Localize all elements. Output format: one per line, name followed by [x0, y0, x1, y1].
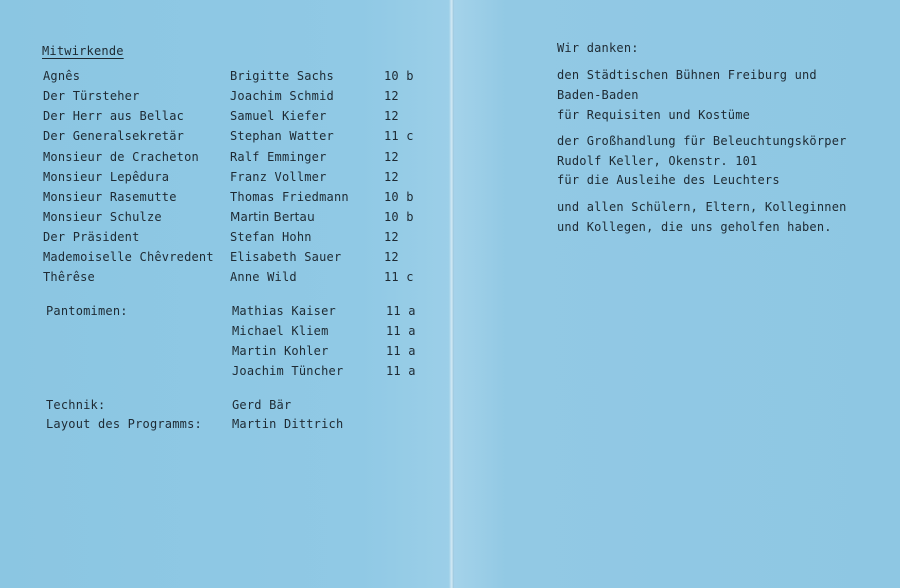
thanks-heading: Wir danken: — [557, 41, 639, 55]
cast-role: Monsieur Rasemutte — [43, 190, 177, 204]
thanks-line: für Requisiten und Kostüme — [557, 108, 751, 122]
pantomime-class: 11 a — [386, 344, 416, 358]
cast-name: Elisabeth Sauer — [230, 250, 342, 264]
pantomime-name: Michael Kliem — [232, 324, 329, 338]
pantomime-name: Mathias Kaiser — [232, 304, 336, 318]
cast-class: 12 — [384, 170, 399, 184]
cast-role: Monsieur Lepêdura — [43, 170, 170, 184]
thanks-line: und Kollegen, die uns geholfen haben. — [557, 220, 832, 234]
right-page — [452, 0, 900, 588]
cast-class: 12 — [384, 89, 399, 103]
cast-class: 10 b — [384, 210, 414, 224]
cast-role: Mademoiselle Chêvredent — [43, 250, 214, 264]
cast-class: 12 — [384, 230, 399, 244]
thanks-line: für die Ausleihe des Leuchters — [557, 173, 780, 187]
cast-role: Monsieur Schulze — [43, 210, 162, 224]
credit-name: Martin Dittrich — [232, 417, 344, 431]
cast-role: Thêrêse — [43, 270, 95, 284]
credit-label: Layout des Programms: — [46, 417, 202, 431]
cast-name: Joachim Schmid — [230, 89, 334, 103]
pantomimen-label: Pantomimen: — [46, 304, 128, 318]
thanks-line: und allen Schülern, Eltern, Kolleginnen — [557, 200, 847, 214]
cast-name: Martin Bertau — [230, 210, 315, 224]
cast-role: Der Türsteher — [43, 89, 140, 103]
cast-class: 11 c — [384, 129, 414, 143]
pantomime-class: 11 a — [386, 304, 416, 318]
cast-name: Samuel Kiefer — [230, 109, 327, 123]
cast-name: Franz Vollmer — [230, 170, 327, 184]
cast-role: Agnês — [43, 69, 81, 83]
cast-role: Monsieur de Cracheton — [43, 150, 199, 164]
cast-role: Der Präsident — [43, 230, 140, 244]
pantomime-class: 11 a — [386, 324, 416, 338]
pantomime-name: Joachim Tüncher — [232, 364, 344, 378]
page-fold — [449, 0, 454, 588]
cast-name: Stephan Watter — [230, 129, 334, 143]
thanks-line: Rudolf Keller, Okenstr. 101 — [557, 154, 758, 168]
pantomime-name: Martin Kohler — [232, 344, 329, 358]
thanks-line: Baden-Baden — [557, 88, 639, 102]
cast-class: 12 — [384, 250, 399, 264]
cast-name: Thomas Friedmann — [230, 190, 349, 204]
cast-name: Stefan Hohn — [230, 230, 312, 244]
cast-name: Anne Wild — [230, 270, 297, 284]
cast-class: 10 b — [384, 190, 414, 204]
thanks-line: der Großhandlung für Beleuchtungskörper — [557, 134, 847, 148]
cast-class: 11 c — [384, 270, 414, 284]
cast-heading: Mitwirkende — [42, 44, 124, 58]
credit-name: Gerd Bär — [232, 398, 292, 412]
cast-class: 12 — [384, 109, 399, 123]
cast-role: Der Herr aus Bellac — [43, 109, 185, 123]
cast-class: 12 — [384, 150, 399, 164]
cast-name: Brigitte Sachs — [230, 69, 334, 83]
thanks-line: den Städtischen Bühnen Freiburg und — [557, 68, 817, 82]
cast-name: Ralf Emminger — [230, 150, 327, 164]
pantomime-class: 11 a — [386, 364, 416, 378]
cast-class: 10 b — [384, 69, 414, 83]
credit-label: Technik: — [46, 398, 106, 412]
cast-role: Der Generalsekretär — [43, 129, 185, 143]
